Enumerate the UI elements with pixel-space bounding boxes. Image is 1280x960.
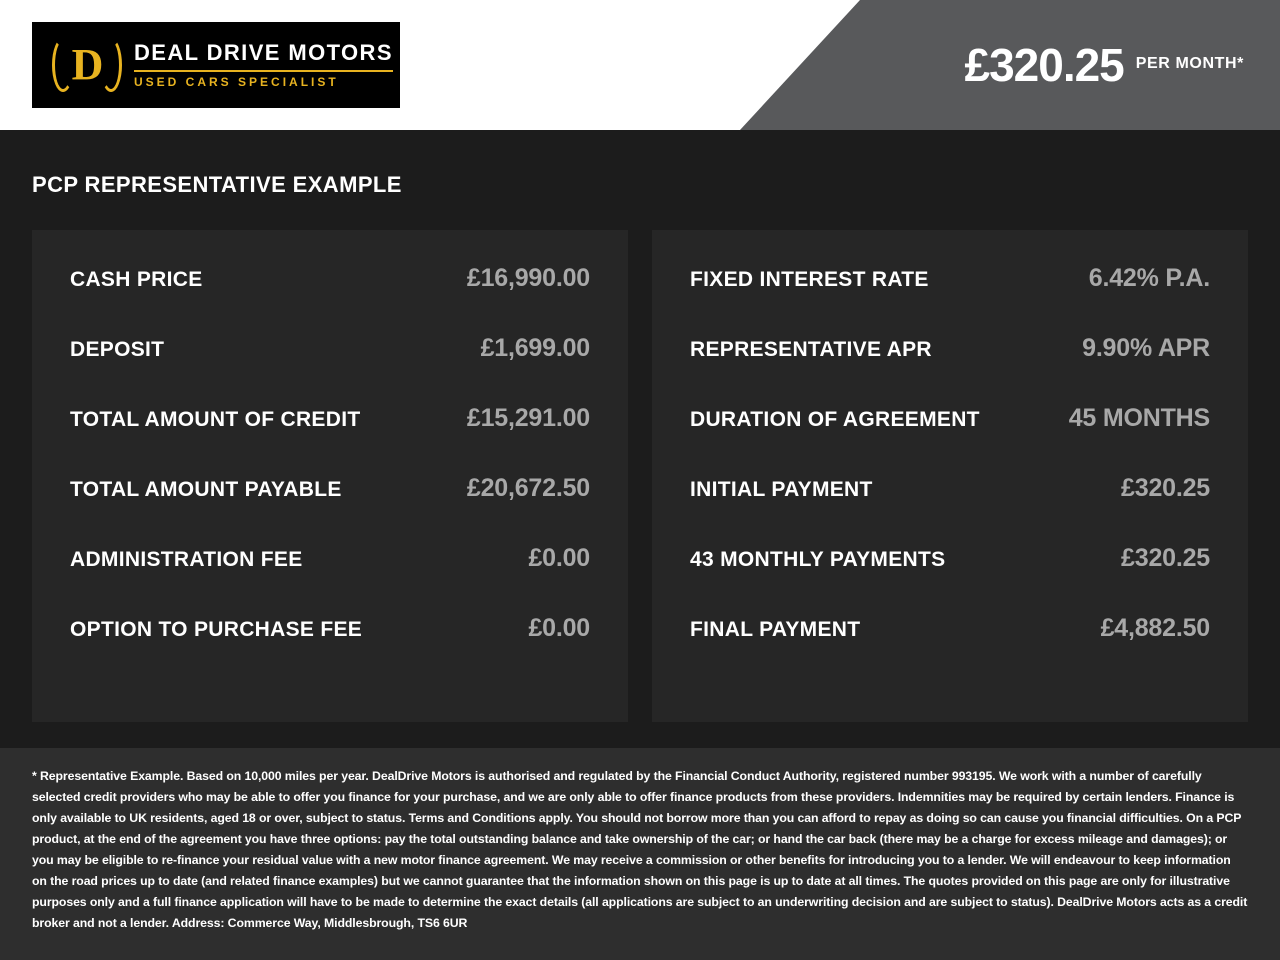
row-label: DURATION OF AGREEMENT: [690, 408, 980, 431]
row-label: FIXED INTEREST RATE: [690, 268, 929, 291]
table-row: [690, 544, 1210, 614]
finance-table-right: [652, 230, 1248, 722]
finance-table-left: [32, 230, 628, 722]
row-label: TOTAL AMOUNT PAYABLE: [70, 478, 342, 501]
row-value: £16,990.00: [466, 264, 590, 292]
logo-title: DEAL DRIVE MOTORS: [134, 40, 393, 66]
table-row: [70, 264, 590, 334]
laurel-left-icon: [52, 38, 74, 92]
table-row: [690, 474, 1210, 544]
laurel-wreath-icon: [50, 34, 124, 96]
row-label: INITIAL PAYMENT: [690, 478, 873, 501]
row-value: £15,291.00: [466, 404, 590, 432]
table-row: [70, 404, 590, 474]
page-title: PCP REPRESENTATIVE EXAMPLE: [32, 172, 402, 197]
row-label: REPRESENTATIVE APR: [690, 338, 932, 361]
page-header: [0, 0, 1280, 130]
disclaimer-footer: [0, 748, 1280, 960]
table-row: [70, 334, 590, 404]
table-row: [70, 544, 590, 614]
table-row: [690, 334, 1210, 404]
row-value: £20,672.50: [466, 474, 590, 502]
table-row: [690, 614, 1210, 684]
table-row: [70, 614, 590, 684]
price-amount: £320.25: [964, 39, 1124, 91]
row-label: FINAL PAYMENT: [690, 618, 861, 641]
table-row: [690, 264, 1210, 334]
laurel-right-icon: [100, 38, 122, 92]
logo-subtitle: USED CARS SPECIALIST: [134, 74, 339, 89]
row-label: 43 MONTHLY PAYMENTS: [690, 548, 946, 571]
table-row: [690, 404, 1210, 474]
table-row: [70, 474, 590, 544]
row-value: 6.42% P.A.: [1088, 264, 1210, 292]
dealer-logo: [32, 22, 400, 108]
row-value: £320.25: [1121, 544, 1210, 572]
row-value: £320.25: [1121, 474, 1210, 502]
logo-letter: D: [71, 40, 103, 89]
row-value: £0.00: [528, 544, 590, 572]
row-value: £1,699.00: [480, 334, 590, 362]
row-label: DEPOSIT: [70, 338, 165, 361]
row-value: 45 MONTHS: [1068, 404, 1210, 432]
row-value: £4,882.50: [1100, 614, 1210, 642]
finance-tables: [32, 230, 1248, 722]
logo-wordmark: [134, 41, 393, 88]
main-content: [0, 130, 1280, 748]
monthly-price: [964, 0, 1244, 130]
row-label: ADMINISTRATION FEE: [70, 548, 303, 571]
banner-slant-decoration: [740, 0, 860, 130]
price-period: PER MONTH*: [1135, 55, 1244, 72]
disclaimer-text: * Representative Example. Based on 10,000 miles per year. DealDrive Motors is authorised and regulated by the Financial Conduct Authority, registered number 993195. We work with a number of carefully selected credit providers who may be able to offer you finance for your purchase, and we are only able to offer finance products from these providers. Indemnities may be required by certain lenders. Finance is only available to UK residents, aged 18 or over, subject to status. Terms and Conditions apply. You should not borrow more than you can afford to repay as doing so can cause you financial difficulties. On a PCP product, at the end of the agreement you have three options: pay the total outstanding balance and take ownership of the car; or hand the car back (there may be a charge for excess mileage and damages); or you may be eligible to re-finance your residual value with a new motor finance agreement. We may receive a commission or other benefits for introducing you to a lender. We will endeavour to keep information on the road prices up to date (and related finance examples) but we cannot guarantee that the information shown on this page is up to date at all times. The quotes provided on this page are only for illustrative purposes only and a full finance application will have to be made to determine the exact details (all applications are subject to an underwriting decision and are subject to status). DealDrive Motors acts as a credit broker and not a lender. Address: Commerce Way, Middlesbrough, TS6 6UR: [32, 769, 1248, 930]
row-value: £0.00: [528, 614, 590, 642]
row-label: TOTAL AMOUNT OF CREDIT: [70, 408, 361, 431]
row-value: 9.90% APR: [1082, 334, 1210, 362]
row-label: CASH PRICE: [70, 268, 203, 291]
row-label: OPTION TO PURCHASE FEE: [70, 618, 363, 641]
logo-divider: [134, 70, 393, 72]
